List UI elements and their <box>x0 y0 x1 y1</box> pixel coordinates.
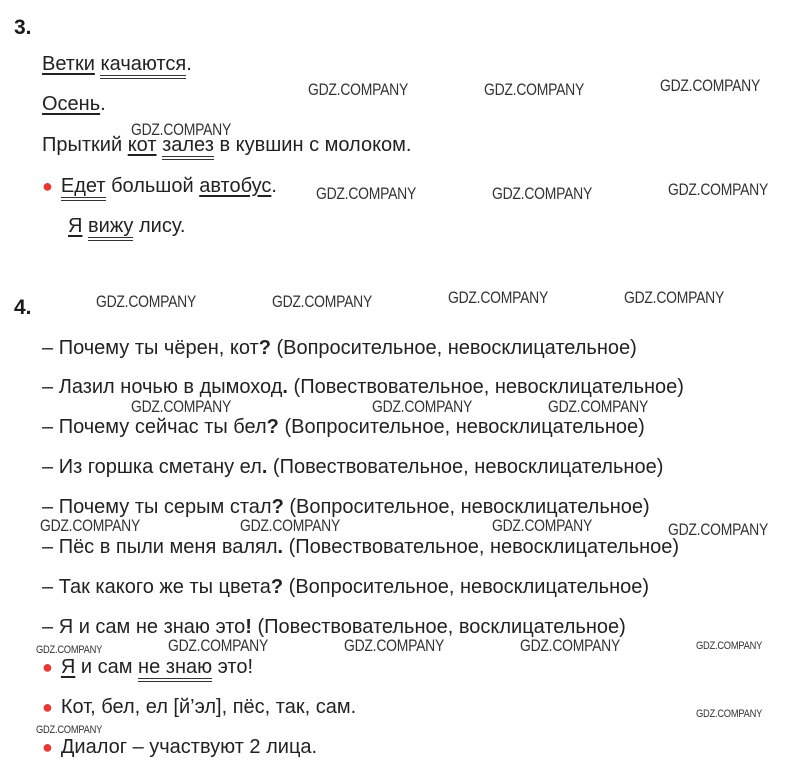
end-mark: ! <box>245 616 252 638</box>
watermark: GDZ.COMPANY <box>668 520 769 539</box>
dialog-line <box>42 415 645 439</box>
dash: – <box>42 536 59 558</box>
task-3-sentence-4 <box>42 174 277 198</box>
watermark: GDZ.COMPANY <box>240 516 341 535</box>
dash: – <box>42 576 59 598</box>
dash: – <box>42 337 59 359</box>
text: это! <box>212 656 254 678</box>
replica: Лазил ночью в дымоход <box>58 376 283 398</box>
sentence-type: (Вопросительное, невосклицательное) <box>278 416 645 438</box>
watermark: GDZ.COMPANY <box>484 80 585 99</box>
replica: Почему ты серым стал <box>58 496 272 518</box>
watermark: GDZ.COMPANY <box>520 636 621 655</box>
watermark: GDZ.COMPANY <box>344 636 445 655</box>
sentence-type: (Повествовательное, невосклицательное) <box>267 456 664 478</box>
end-mark: . <box>277 536 284 558</box>
sentence-type: (Повествовательное, восклицательное) <box>251 616 626 638</box>
watermark: GDZ.COMPANY <box>696 640 763 652</box>
end-mark: ? <box>271 496 284 518</box>
predicate: качаются <box>100 53 186 79</box>
replica: Я и сам не знаю это <box>58 616 246 638</box>
predicate: Едет <box>61 175 106 201</box>
subject: Я <box>68 215 83 237</box>
watermark: GDZ.COMPANY <box>40 516 141 535</box>
sentence-type: (Вопросительное, невосклицательное) <box>283 576 650 598</box>
watermark: GDZ.COMPANY <box>696 708 763 720</box>
watermark: GDZ.COMPANY <box>131 120 232 139</box>
text: большой <box>105 175 200 197</box>
replica: Так какого же ты цвета <box>58 576 271 598</box>
dialog-line <box>42 336 637 360</box>
watermark: GDZ.COMPANY <box>272 292 373 311</box>
answer-bullet-3 <box>42 735 317 759</box>
end-mark: ? <box>266 416 279 438</box>
subject: кот <box>127 134 157 156</box>
replica: Из горшка сметану ел <box>58 456 262 478</box>
dash: – <box>42 496 59 518</box>
watermark: GDZ.COMPANY <box>448 288 549 307</box>
dash: – <box>42 616 59 638</box>
dialog-line <box>42 455 663 479</box>
subject: Осень <box>42 93 101 115</box>
watermark: GDZ.COMPANY <box>316 184 417 203</box>
predicate: вижу <box>88 215 133 241</box>
end-mark: ? <box>258 337 271 359</box>
task-3-sentence-5 <box>68 214 185 238</box>
dialog-line <box>42 575 649 599</box>
watermark: GDZ.COMPANY <box>548 397 649 416</box>
watermark: GDZ.COMPANY <box>36 644 103 656</box>
dash: – <box>42 416 59 438</box>
sentence-type: (Вопросительное, невосклицательное) <box>270 337 637 359</box>
subject: автобус <box>199 175 272 197</box>
bullet-icon: ● <box>42 176 53 196</box>
bullet-icon: ● <box>42 697 53 717</box>
task-3-sentence-2 <box>42 92 106 116</box>
bullet-icon: ● <box>42 737 53 757</box>
task-3-number: 3. <box>14 16 32 39</box>
text: Прыткий <box>42 134 128 156</box>
period: . <box>186 53 192 75</box>
watermark: GDZ.COMPANY <box>668 180 769 199</box>
sentence-type: (Повествовательное, невосклицательное) <box>287 376 684 398</box>
replica: Пёс в пыли меня валял <box>58 536 278 558</box>
text: в кувшин с молоком. <box>213 134 412 156</box>
text: и сам <box>75 656 139 678</box>
predicate: залез <box>162 134 214 160</box>
replica: Почему сейчас ты бел <box>58 416 267 438</box>
watermark: GDZ.COMPANY <box>492 516 593 535</box>
text: лису. <box>133 215 186 237</box>
watermark: GDZ.COMPANY <box>36 724 103 736</box>
end-mark: . <box>261 456 268 478</box>
period: . <box>271 175 277 197</box>
task-3-sentence-1 <box>42 52 192 76</box>
period: . <box>100 93 106 115</box>
sentence-type: (Повествовательное, невосклицательное) <box>283 536 680 558</box>
task-4-number: 4. <box>14 296 32 319</box>
replica: Почему ты чёрен, кот <box>58 337 259 359</box>
dialog-line <box>42 375 684 399</box>
dash: – <box>42 376 59 398</box>
watermark: GDZ.COMPANY <box>624 288 725 307</box>
watermark: GDZ.COMPANY <box>131 397 232 416</box>
watermark: GDZ.COMPANY <box>660 76 761 95</box>
watermark: GDZ.COMPANY <box>168 636 269 655</box>
end-mark: . <box>282 376 288 398</box>
answer-bullet-1 <box>42 655 253 679</box>
watermark: GDZ.COMPANY <box>372 397 473 416</box>
dialog-line <box>42 535 679 559</box>
subject: Я <box>60 656 76 678</box>
watermark: GDZ.COMPANY <box>96 292 197 311</box>
subject: Ветки <box>42 53 95 75</box>
dash: – <box>42 456 59 478</box>
end-mark: ? <box>270 576 284 598</box>
answer-bullet-2 <box>42 695 356 719</box>
predicate: не знаю <box>138 656 212 682</box>
text: Кот, бел, ел [й’эл], пёс, так, сам. <box>60 696 357 718</box>
text: Диалог – участвуют 2 лица. <box>60 736 318 758</box>
bullet-icon: ● <box>42 657 53 677</box>
watermark: GDZ.COMPANY <box>308 80 409 99</box>
sentence-type: (Вопросительное, невосклицательное) <box>283 496 650 518</box>
watermark: GDZ.COMPANY <box>492 184 593 203</box>
